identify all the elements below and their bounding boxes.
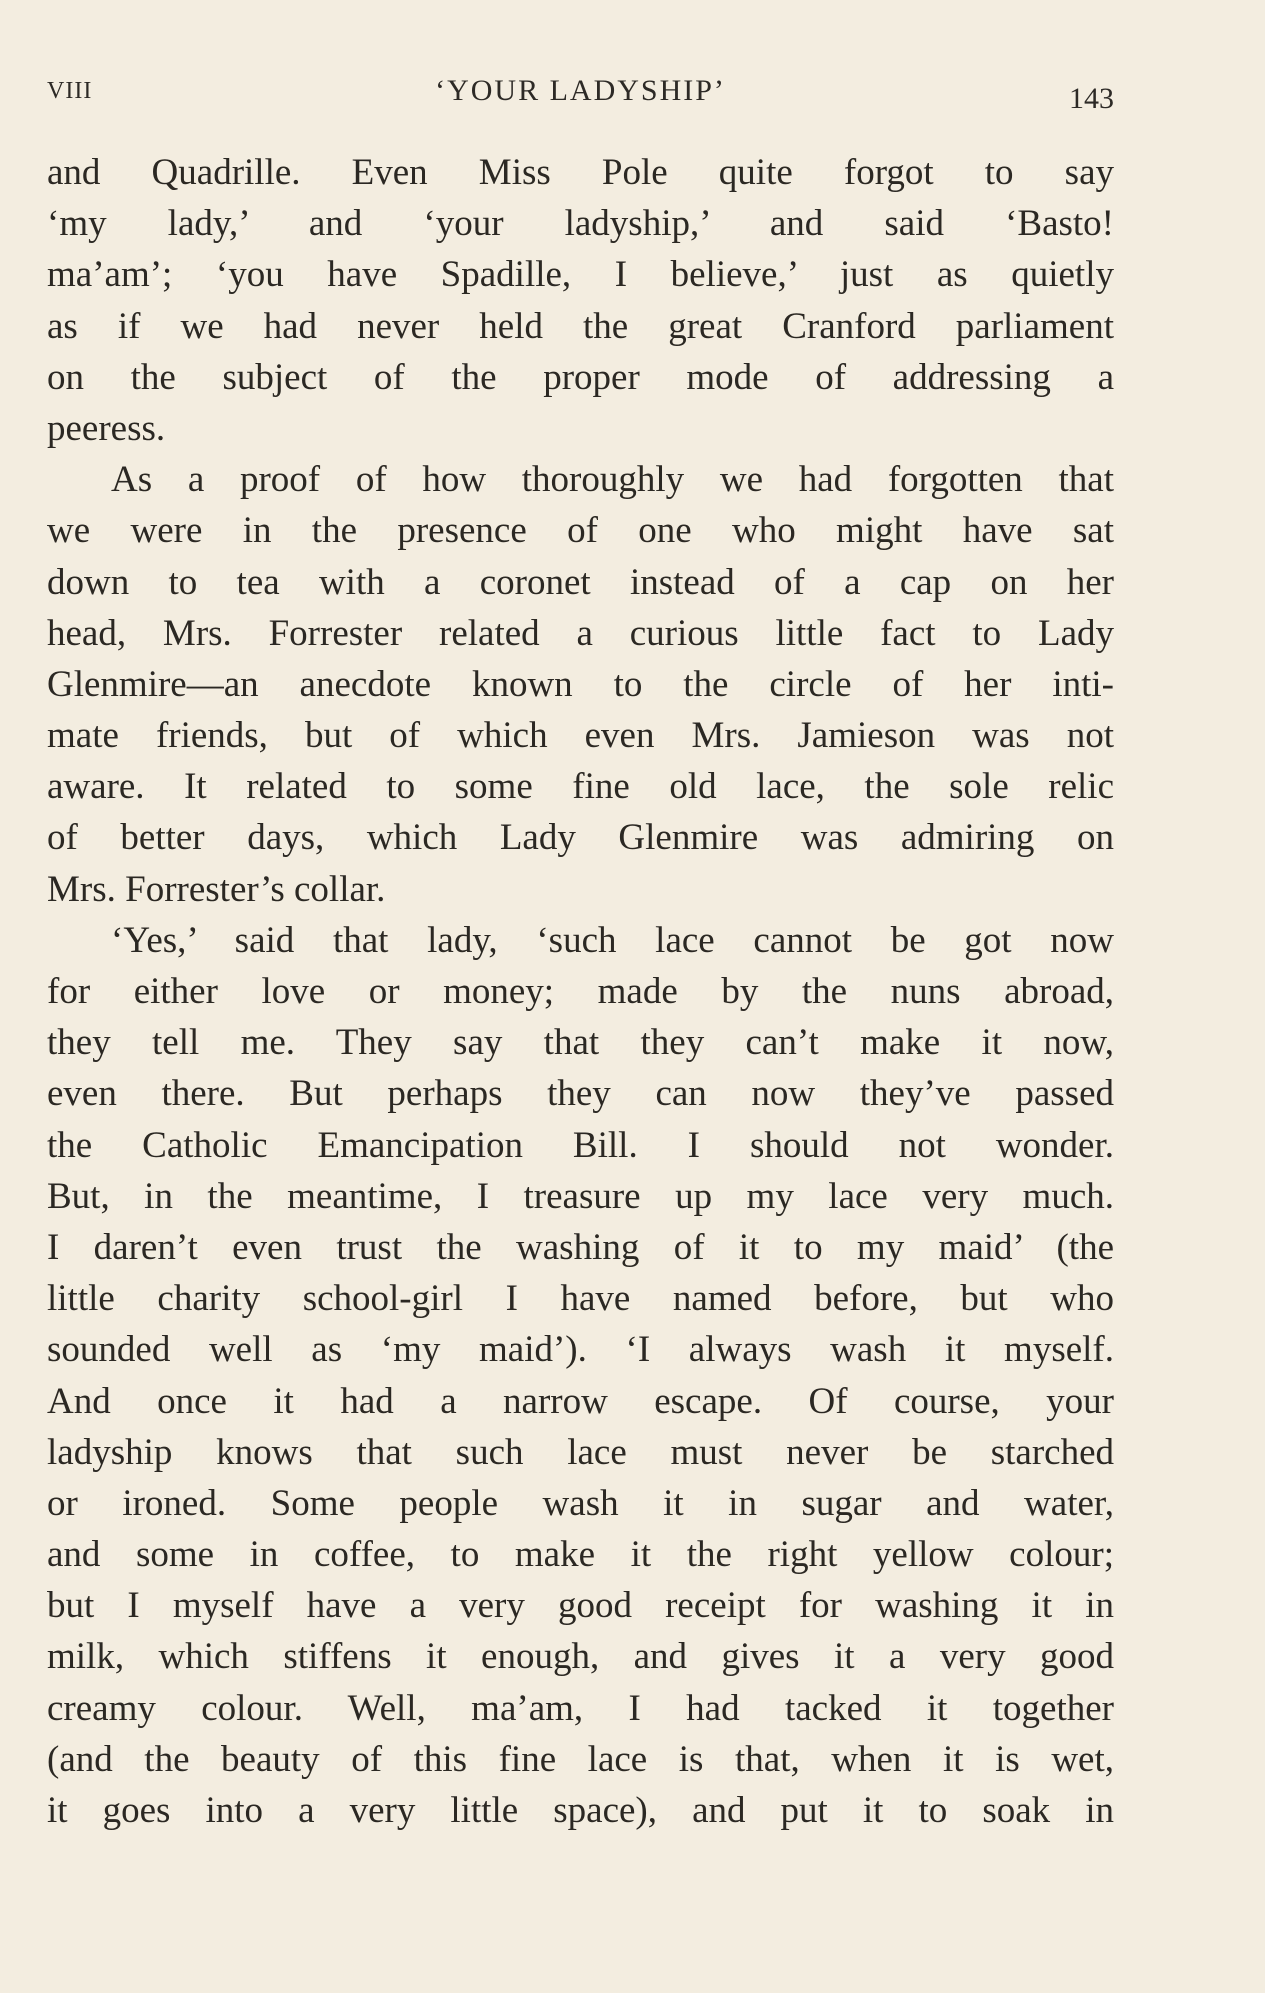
running-head xyxy=(47,74,1114,114)
text-line: creamy colour. Well, ma’am, I had tacked it together xyxy=(47,1687,1114,1729)
text-line: on the subject of the proper mode of addressing a xyxy=(47,356,1114,398)
text-line: aware. It related to some fine old lace, the sole relic xyxy=(47,766,1114,808)
text-line: little charity school-girl I have named before, but who xyxy=(47,1278,1114,1320)
running-title: ‘YOUR LADYSHIP’ xyxy=(435,74,726,107)
text-line: (and the beauty of this fine lace is that, when it is wet, xyxy=(47,1738,1114,1780)
text-line: But, in the meantime, I treasure up my lace very much. xyxy=(47,1175,1114,1217)
text-line: even there. But perhaps they can now they’ve passed xyxy=(47,1073,1114,1115)
text-line: down to tea with a coronet instead of a cap on her xyxy=(47,561,1114,603)
text-line: they tell me. They say that they can’t make it now, xyxy=(47,1022,1114,1064)
text-line: sounded well as ‘my maid’). ‘I always wash it myself. xyxy=(47,1329,1114,1371)
text-line: the Catholic Emancipation Bill. I should not wonder. xyxy=(47,1124,1114,1166)
text-line: ‘Yes,’ said that lady, ‘such lace cannot be got now xyxy=(111,919,1114,961)
chapter-number: VIII xyxy=(47,78,93,104)
text-line: ladyship knows that such lace must never be starched xyxy=(47,1431,1114,1473)
text-line: and Quadrille. Even Miss Pole quite forgot to say xyxy=(47,152,1114,193)
text-line: ‘my lady,’ and ‘your ladyship,’ and said ‘Basto! xyxy=(47,203,1114,245)
text-line: Mrs. Forrester’s collar. xyxy=(47,868,386,910)
text-line: as if we had never held the great Cranford parliament xyxy=(47,305,1114,347)
text-line: of better days, which Lady Glenmire was admiring on xyxy=(47,817,1114,859)
text-line: ma’am’; ‘you have Spadille, I believe,’ just as quietly xyxy=(47,254,1114,296)
text-line: head, Mrs. Forrester related a curious little fact to Lady xyxy=(47,612,1114,654)
text-line: I daren’t even trust the washing of it to my maid’ (the xyxy=(47,1226,1114,1268)
text-line: it goes into a very little space), and put it to soak in xyxy=(47,1790,1114,1831)
text-line: for either love or money; made by the nuns abroad, xyxy=(47,971,1114,1012)
text-line: or ironed. Some people wash it in sugar and water, xyxy=(47,1482,1114,1524)
text-line: Glenmire—an anecdote known to the circle of her inti- xyxy=(47,663,1114,705)
text-line: but I myself have a very good receipt for washing it in xyxy=(47,1585,1114,1627)
text-line: And once it had a narrow escape. Of course, your xyxy=(47,1380,1114,1422)
text-line: mate friends, but of which even Mrs. Jamieson was not xyxy=(47,715,1114,757)
text-line: As a proof of how thoroughly we had forgotten that xyxy=(111,459,1114,501)
text-line: we were in the presence of one who might have sat xyxy=(47,510,1114,552)
page-number: 143 xyxy=(1069,82,1114,115)
text-line: milk, which stiffens it enough, and gives it a very good xyxy=(47,1636,1114,1678)
text-line: peeress. xyxy=(47,407,166,449)
text-line: and some in coffee, to make it the right yellow colour; xyxy=(47,1534,1114,1576)
body-text xyxy=(47,147,1114,1836)
